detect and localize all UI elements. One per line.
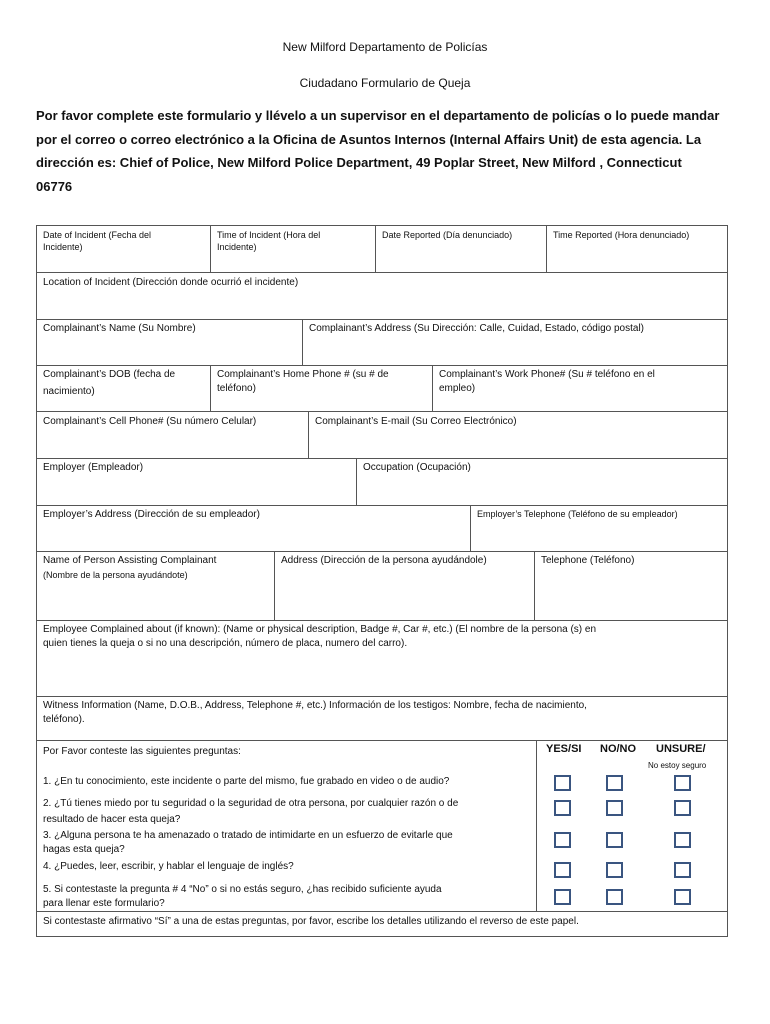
- row-divider: [37, 620, 727, 621]
- field-label: Witness Information (Name, D.O.B., Address, Telephone #, etc.) Información de los testigos: Nombre, fecha de nacimiento,: [43, 700, 587, 711]
- intro-line: 06776: [36, 178, 73, 194]
- question-5: [43, 883, 533, 911]
- q1-no-checkbox[interactable]: [606, 775, 623, 791]
- form-title: Ciudadano Formulario de Queja: [299, 76, 471, 90]
- q2-unsure-checkbox[interactable]: [674, 800, 691, 816]
- field-label: teléfono).: [43, 714, 85, 725]
- question-1: [43, 775, 533, 789]
- row-divider: [37, 551, 727, 552]
- yes-column-header: YES/SI: [546, 743, 582, 755]
- location-of-incident-field[interactable]: Location of Incident (Dirección donde ocurrió el incidente): [43, 277, 299, 288]
- question-text: 3. ¿Alguna persona te ha amenazado o tratado de intimidarte en un esfuerzo de evitarle que: [43, 830, 453, 841]
- assistant-address-field[interactable]: Address (Dirección de la persona ayudándole): [281, 555, 487, 566]
- employer-telephone-field[interactable]: Employer’s Telephone (Teléfono de su empleador): [477, 509, 678, 519]
- col-divider: [534, 551, 535, 620]
- field-label: Complainant’s Home Phone # (su # de: [217, 369, 389, 380]
- col-divider: [432, 365, 433, 411]
- col-divider: [210, 226, 211, 272]
- question-text: 1. ¿En tu conocimiento, este incidente o parte del mismo, fue grabado en video o de audio?: [43, 776, 450, 787]
- employer-field[interactable]: Employer (Empleador): [43, 462, 144, 473]
- question-text: 4. ¿Puedes, leer, escribir, y hablar el lenguaje de inglés?: [43, 861, 294, 872]
- col-divider: [536, 740, 537, 911]
- field-label: Name of Person Assisting Complainant: [43, 555, 217, 566]
- time-of-incident-field[interactable]: [217, 229, 320, 253]
- witness-information-field[interactable]: [43, 699, 723, 727]
- col-divider: [308, 411, 309, 458]
- question-2: [43, 797, 533, 827]
- row-divider: [37, 740, 727, 741]
- intro-line: por el correo o correo electrónico a la Oficina de Asuntos Internos (Internal Affairs Unit) de esta agencia. La: [36, 131, 702, 147]
- intro-line: Por favor complete este formulario y llévelo a un supervisor en el departamento de policías o lo puede mandar: [36, 108, 720, 123]
- col-divider: [470, 505, 471, 551]
- questions-heading: Por Favor conteste las siguientes preguntas:: [43, 746, 241, 757]
- q5-unsure-checkbox[interactable]: [674, 889, 691, 905]
- field-label: nacimiento): [43, 386, 95, 397]
- q3-unsure-checkbox[interactable]: [674, 832, 691, 848]
- q3-yes-checkbox[interactable]: [554, 832, 571, 848]
- q3-no-checkbox[interactable]: [606, 832, 623, 848]
- date-reported-field[interactable]: Date Reported (Día denunciado): [382, 230, 513, 240]
- question-text: 5. Si contestaste la pregunta # 4 “No” o si no estás seguro, ¿has recibido suficiente ayuda: [43, 884, 442, 895]
- q5-yes-checkbox[interactable]: [554, 889, 571, 905]
- q1-yes-checkbox[interactable]: [554, 775, 571, 791]
- field-label: Time of Incident (Hora del: [217, 230, 321, 240]
- questions-footer-note: Si contestaste afirmativo “Sí” a una de estas preguntas, por favor, escribe los detalles utilizando el reverso de este papel.: [43, 916, 579, 927]
- complainant-home-phone-field[interactable]: [217, 368, 389, 396]
- col-divider: [210, 365, 211, 411]
- field-label: Incidente): [217, 242, 257, 252]
- no-column-header: NO/NO: [600, 743, 637, 755]
- row-divider: [37, 411, 727, 412]
- col-divider: [302, 319, 303, 365]
- complainant-cell-phone-field[interactable]: Complainant’s Cell Phone# (Su número Celular): [43, 416, 257, 427]
- question-text: hagas esta queja?: [43, 844, 125, 855]
- field-label: Incidente): [43, 242, 83, 252]
- intro-paragraph: [36, 104, 736, 198]
- row-divider: [37, 272, 727, 273]
- q2-no-checkbox[interactable]: [606, 800, 623, 816]
- unsure-column-header: UNSURE/: [656, 743, 706, 755]
- complainant-dob-field[interactable]: [43, 368, 175, 399]
- q1-unsure-checkbox[interactable]: [674, 775, 691, 791]
- occupation-field[interactable]: Occupation (Ocupación): [363, 462, 471, 473]
- assistant-telephone-field[interactable]: Telephone (Teléfono): [541, 555, 635, 566]
- field-label: (Nombre de la persona ayudándote): [43, 570, 188, 580]
- field-label: Employee Complained about (if known): (Name or physical description, Badge #, Car #, etc.) (El nombre de la persona (s) en: [43, 624, 597, 635]
- question-3: [43, 829, 533, 857]
- row-divider: [37, 365, 727, 366]
- field-label: empleo): [439, 383, 476, 394]
- row-divider: [37, 458, 727, 459]
- q4-no-checkbox[interactable]: [606, 862, 623, 878]
- complaint-form: [36, 225, 728, 937]
- date-of-incident-field[interactable]: [43, 229, 151, 253]
- intro-line: dirección es: Chief of Police, New Milford Police Department, 49 Poplar Street, New Milford , Connecticut: [36, 155, 682, 170]
- time-reported-field[interactable]: Time Reported (Hora denunciado): [553, 230, 690, 240]
- row-divider: [37, 319, 727, 320]
- row-divider: [37, 505, 727, 506]
- col-divider: [546, 226, 547, 272]
- employee-complained-field[interactable]: [43, 623, 723, 651]
- department-title: New Milford Departamento de Policías: [282, 40, 488, 54]
- complainant-name-field[interactable]: Complainant’s Name (Su Nombre): [43, 323, 196, 334]
- complainant-email-field[interactable]: Complainant’s E-mail (Su Correo Electrónico): [315, 416, 517, 427]
- col-divider: [375, 226, 376, 272]
- field-label: teléfono): [217, 383, 256, 394]
- q4-yes-checkbox[interactable]: [554, 862, 571, 878]
- field-label: Complainant’s DOB (fecha de: [43, 369, 176, 380]
- q4-unsure-checkbox[interactable]: [674, 862, 691, 878]
- assistant-name-field[interactable]: [43, 554, 216, 581]
- col-divider: [356, 458, 357, 505]
- question-text: para llenar este formulario?: [43, 898, 165, 909]
- complainant-work-phone-field[interactable]: [439, 368, 655, 396]
- question-4: [43, 860, 533, 874]
- employer-address-field[interactable]: Employer’s Address (Dirección de su empleador): [43, 509, 260, 520]
- field-label: quien tienes la queja o si no una descripción, número de placa, numero del carro).: [43, 638, 408, 649]
- question-text: 2. ¿Tú tienes miedo por tu seguridad o la seguridad de otra persona, por cualquier razón o de: [43, 798, 459, 809]
- field-label: Complainant’s Work Phone# (Su # teléfono en el: [439, 369, 655, 380]
- complainant-address-field[interactable]: Complainant’s Address (Su Dirección: Calle, Cuidad, Estado, código postal): [309, 323, 644, 334]
- q2-yes-checkbox[interactable]: [554, 800, 571, 816]
- question-text: resultado de hacer esta queja?: [43, 814, 181, 825]
- unsure-column-subheader: No estoy seguro: [648, 761, 707, 770]
- field-label: Date of Incident (Fecha del: [43, 230, 152, 240]
- q5-no-checkbox[interactable]: [606, 889, 623, 905]
- col-divider: [274, 551, 275, 620]
- row-divider: [37, 911, 727, 912]
- row-divider: [37, 696, 727, 697]
